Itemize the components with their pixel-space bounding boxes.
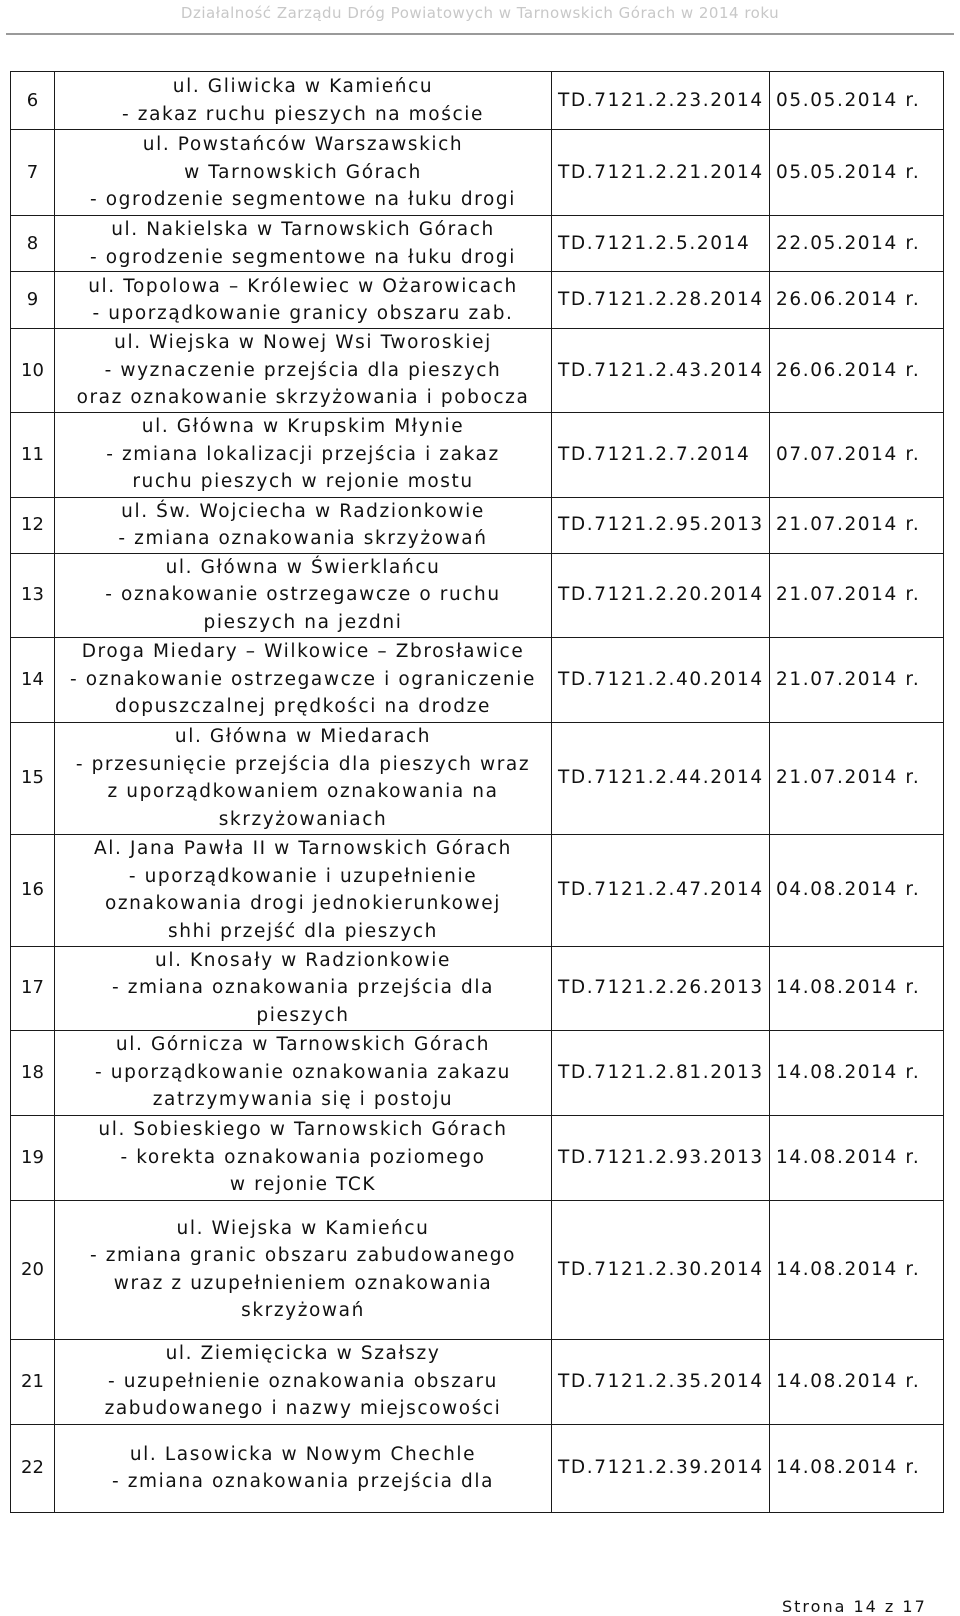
task-description — [55, 637, 552, 722]
row-number: 7 — [11, 130, 55, 216]
table-row — [11, 72, 944, 130]
issue-date: 05.05.2014 r. — [770, 72, 944, 130]
description-line: ul. Knosały w Radzionkowie — [155, 949, 451, 971]
description-line: - zmiana lokalizacji przejścia i zakaz — [106, 443, 500, 465]
description-line: - ogrodzenie segmentowe na łuku drogi — [90, 246, 516, 268]
tasks-table — [10, 71, 944, 1513]
issue-date: 07.07.2014 r. — [770, 412, 944, 497]
row-number: 16 — [11, 834, 55, 946]
issue-date: 21.07.2014 r. — [770, 553, 944, 637]
description-line: zabudowanego i nazwy miejscowości — [104, 1398, 502, 1420]
page-header: Działalność Zarządu Dróg Powiatowych w Tarnowskich Górach w 2014 roku — [180, 4, 780, 22]
description-line: w Tarnowskich Górach — [184, 161, 422, 183]
issue-date: 26.06.2014 r. — [770, 272, 944, 329]
task-description — [55, 130, 552, 216]
description-line: Al. Jana Pawła II w Tarnowskich Górach — [94, 838, 512, 859]
task-description — [55, 1200, 552, 1339]
description-line: - uporządkowanie i uzupełnienie — [128, 865, 478, 887]
table-row — [11, 1115, 944, 1200]
table-row — [11, 1200, 944, 1339]
row-number: 22 — [11, 1424, 55, 1512]
description-line: - wyznaczenie przejścia dla pieszych — [104, 359, 502, 381]
description-line: - oznakowanie ostrzegawcze o ruchu — [105, 584, 501, 606]
description-line: - uzupełnienie oznakowania obszaru — [108, 1370, 498, 1392]
case-reference: TD.7121.2.21.2014 — [552, 130, 770, 216]
description-line: - zmiana oznakowania skrzyżowań — [118, 528, 488, 549]
case-reference: TD.7121.2.39.2014 — [552, 1424, 770, 1512]
description-line: - ogrodzenie segmentowe na łuku drogi — [90, 189, 516, 211]
row-number: 13 — [11, 553, 55, 637]
task-description — [55, 272, 552, 329]
row-number: 11 — [11, 412, 55, 497]
description-line: ul. Ziemięcicka w Szałszy — [165, 1343, 441, 1365]
task-description — [55, 72, 552, 130]
row-number: 8 — [11, 216, 55, 272]
table-row — [11, 1030, 944, 1115]
description-line: ul. Topolowa – Królewiec w Ożarowicach — [88, 275, 518, 297]
issue-date: 04.08.2014 r. — [770, 834, 944, 946]
description-line: ul. Główna w Miedarach — [174, 726, 432, 747]
table-row — [11, 1339, 944, 1424]
table-row — [11, 553, 944, 637]
description-line: - korekta oznakowania poziomego — [120, 1146, 486, 1168]
description-line: ul. Powstańców Warszawskich — [142, 134, 464, 156]
case-reference: TD.7121.2.20.2014 — [552, 553, 770, 637]
case-reference: TD.7121.2.7.2014 — [552, 412, 770, 497]
description-line: ul. Nakielska w Tarnowskich Górach — [111, 219, 495, 240]
row-number: 15 — [11, 722, 55, 834]
table-row — [11, 412, 944, 497]
case-reference: TD.7121.2.28.2014 — [552, 272, 770, 329]
task-description — [55, 497, 552, 553]
table-row — [11, 272, 944, 329]
task-description — [55, 1115, 552, 1200]
task-description — [55, 1424, 552, 1512]
table-row — [11, 216, 944, 272]
description-line: w rejonie TCK — [229, 1174, 377, 1196]
issue-date: 05.05.2014 r. — [770, 130, 944, 216]
description-line: ul. Wiejska w Nowej Wsi Tworoskiej — [114, 332, 492, 353]
issue-date: 21.07.2014 r. — [770, 722, 944, 834]
header-rule — [6, 33, 954, 35]
issue-date: 21.07.2014 r. — [770, 637, 944, 722]
description-line: - oznakowanie ostrzegawcze i ograniczenie — [70, 668, 536, 690]
description-line: ul. Wiejska w Kamieńcu — [176, 1217, 430, 1239]
issue-date: 14.08.2014 r. — [770, 1200, 944, 1339]
issue-date: 14.08.2014 r. — [770, 1424, 944, 1512]
task-description — [55, 329, 552, 413]
issue-date: 14.08.2014 r. — [770, 1030, 944, 1115]
description-line: oraz oznakowanie skrzyżowania i pobocza — [76, 387, 530, 408]
task-description — [55, 412, 552, 497]
description-line: - uporządkowanie oznakowania zakazu — [95, 1061, 511, 1083]
row-number: 20 — [11, 1200, 55, 1339]
table-row — [11, 329, 944, 413]
issue-date: 21.07.2014 r. — [770, 497, 944, 553]
task-description — [55, 722, 552, 834]
description-line: ul. Lasowicka w Nowym Chechle — [129, 1443, 477, 1465]
case-reference: TD.7121.2.81.2013 — [552, 1030, 770, 1115]
issue-date: 22.05.2014 r. — [770, 216, 944, 272]
task-description — [55, 216, 552, 272]
description-line: wraz z uzupełnieniem oznakowania — [113, 1272, 493, 1294]
issue-date: 14.08.2014 r. — [770, 946, 944, 1030]
description-line: ul. Główna w Świerklańcu — [165, 556, 441, 578]
case-reference: TD.7121.2.30.2014 — [552, 1200, 770, 1339]
description-line: shhi przejść dla pieszych — [168, 920, 438, 942]
row-number: 18 — [11, 1030, 55, 1115]
issue-date: 14.08.2014 r. — [770, 1115, 944, 1200]
description-line: - zakaz ruchu pieszych na moście — [122, 103, 484, 125]
description-line: ul. Górnicza w Tarnowskich Górach — [115, 1034, 491, 1056]
table-row — [11, 1424, 944, 1512]
description-line: pieszych na jezdni — [203, 611, 403, 633]
case-reference: TD.7121.2.93.2013 — [552, 1115, 770, 1200]
table-row — [11, 637, 944, 722]
case-reference: TD.7121.2.44.2014 — [552, 722, 770, 834]
case-reference: TD.7121.2.5.2014 — [552, 216, 770, 272]
table-row — [11, 946, 944, 1030]
task-description — [55, 1339, 552, 1424]
description-line: - zmiana oznakowania przejścia dla — [111, 977, 495, 999]
row-number: 10 — [11, 329, 55, 413]
row-number: 17 — [11, 946, 55, 1030]
case-reference: TD.7121.2.43.2014 — [552, 329, 770, 413]
issue-date: 14.08.2014 r. — [770, 1339, 944, 1424]
case-reference: TD.7121.2.23.2014 — [552, 72, 770, 130]
table-row — [11, 834, 944, 946]
description-line: skrzyżowaniach — [218, 808, 388, 830]
row-number: 21 — [11, 1339, 55, 1424]
row-number: 14 — [11, 637, 55, 722]
description-line: ruchu pieszych w rejonie mostu — [132, 471, 474, 493]
table-row — [11, 130, 944, 216]
description-line: oznakowania drogi jednokierunkowej — [104, 893, 502, 914]
description-line: skrzyżowań — [241, 1300, 365, 1321]
table-row — [11, 722, 944, 834]
description-line: ul. Sobieskiego w Tarnowskich Górach — [98, 1119, 508, 1141]
description-line: ul. Główna w Krupskim Młynie — [141, 416, 465, 438]
task-description — [55, 1030, 552, 1115]
description-line: ul. Św. Wojciecha w Radzionkowie — [121, 500, 485, 522]
table-body — [11, 72, 944, 1513]
task-description — [55, 553, 552, 637]
row-number: 6 — [11, 72, 55, 130]
description-line: - zmiana granic obszaru zabudowanego — [89, 1245, 517, 1266]
issue-date: 26.06.2014 r. — [770, 329, 944, 413]
case-reference: TD.7121.2.26.2013 — [552, 946, 770, 1030]
description-line: Droga Miedary – Wilkowice – Zbrosławice — [81, 641, 525, 663]
case-reference: TD.7121.2.95.2013 — [552, 497, 770, 553]
task-description — [55, 946, 552, 1030]
description-line: zatrzymywania się i postoju — [152, 1089, 454, 1111]
task-description — [55, 834, 552, 946]
table-row — [11, 497, 944, 553]
description-line: - zmiana oznakowania przejścia dla — [111, 1471, 495, 1492]
description-line: dopuszczalnej prędkości na drodze — [115, 696, 491, 718]
description-line: ul. Gliwicka w Kamieńcu — [172, 76, 434, 97]
case-reference: TD.7121.2.35.2014 — [552, 1339, 770, 1424]
row-number: 9 — [11, 272, 55, 329]
row-number: 19 — [11, 1115, 55, 1200]
page-number: Strona 14 z 17 — [782, 1597, 927, 1616]
case-reference: TD.7121.2.40.2014 — [552, 637, 770, 722]
description-line: - przesunięcie przejścia dla pieszych wraz — [75, 753, 531, 775]
description-line: - uporządkowanie granicy obszaru zab. — [92, 303, 514, 324]
row-number: 12 — [11, 497, 55, 553]
case-reference: TD.7121.2.47.2014 — [552, 834, 770, 946]
description-line: z uporządkowaniem oznakowania na — [107, 781, 499, 802]
description-line: pieszych — [256, 1004, 350, 1026]
